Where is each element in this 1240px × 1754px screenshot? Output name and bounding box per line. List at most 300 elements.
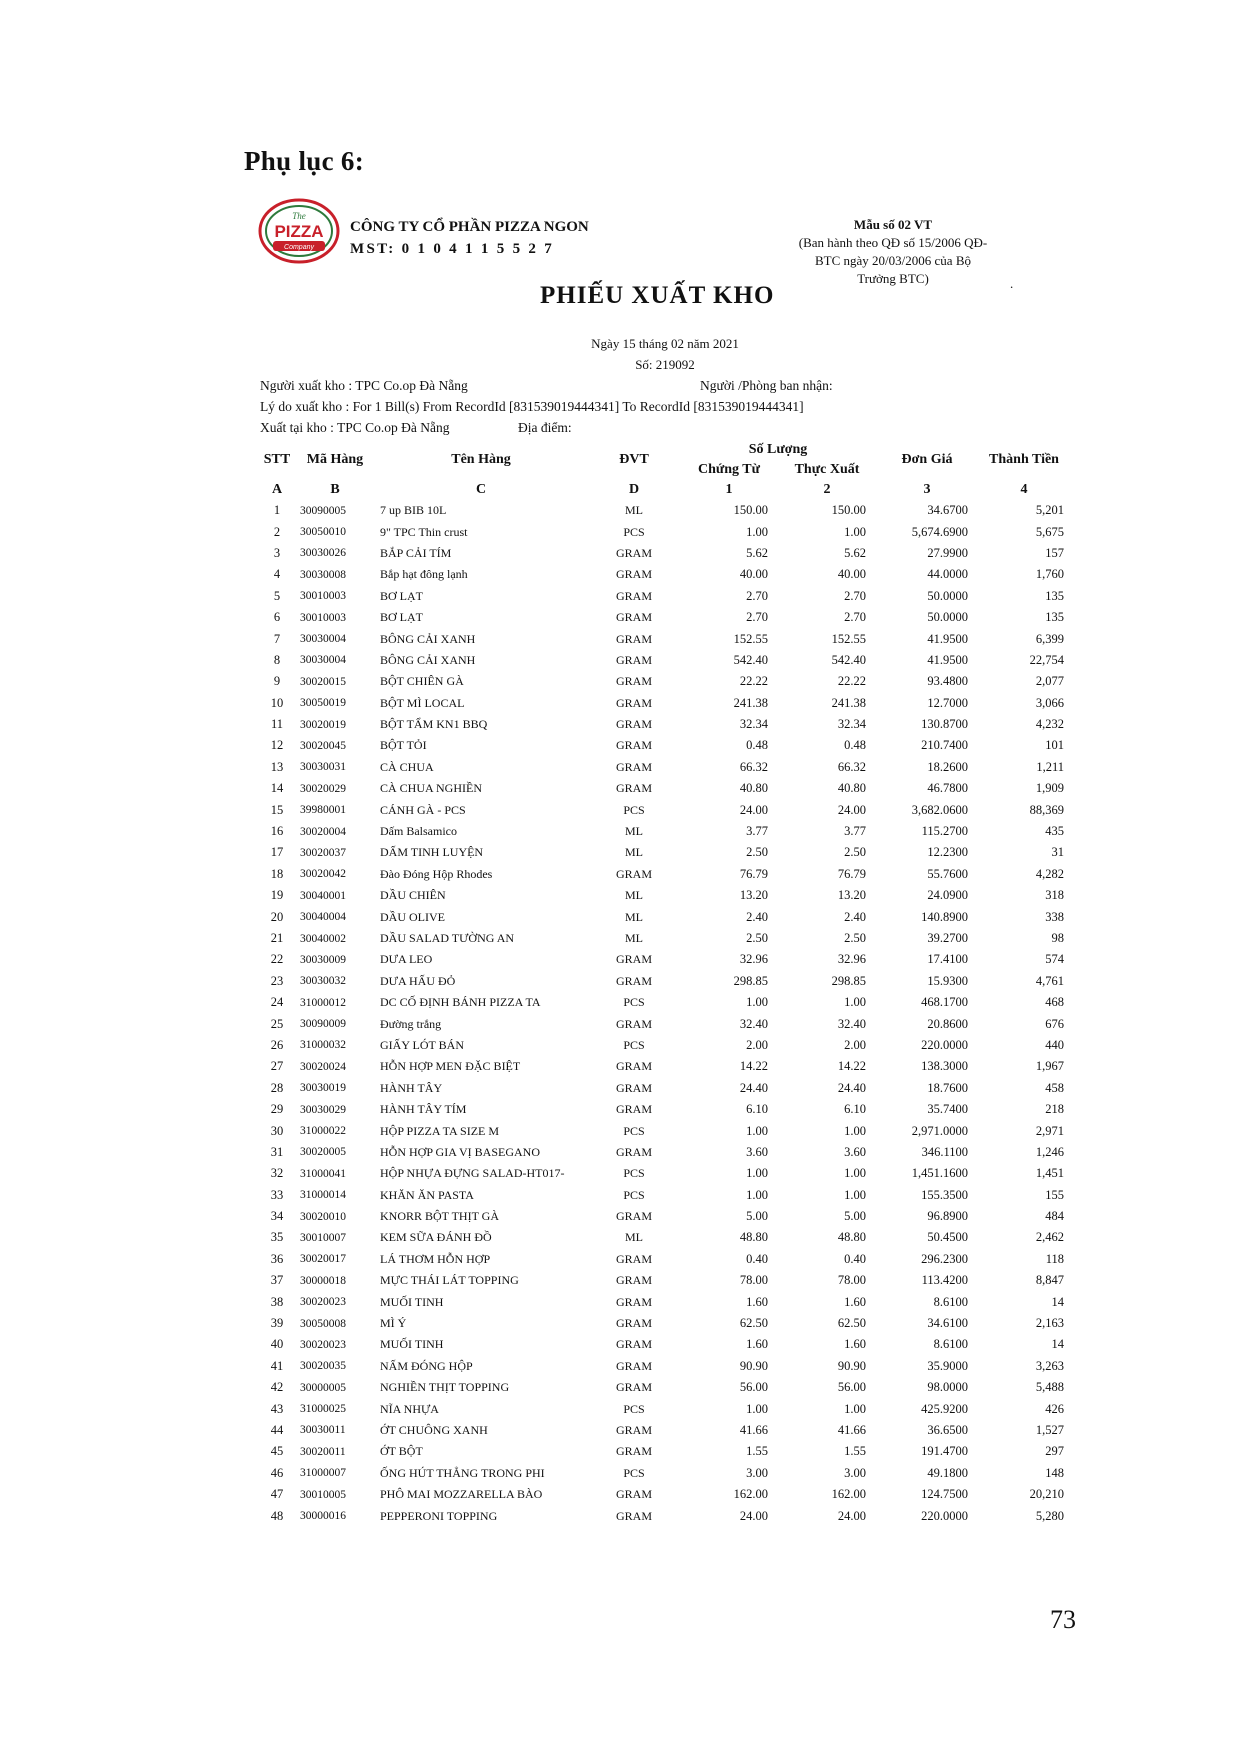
table-row — [258, 799, 1070, 820]
row-stt: 14 — [270, 781, 284, 796]
table-row — [258, 1420, 1070, 1441]
row-amount: 4,282 — [1035, 866, 1065, 881]
row-price: 93.4800 — [927, 674, 969, 689]
row-amount: 14 — [1051, 1294, 1065, 1309]
logo-bottom-text: Company — [284, 244, 314, 251]
row-amount: 3,263 — [1035, 1358, 1065, 1373]
row-code: 30040002 — [300, 932, 346, 945]
row-doc-qty: 152.55 — [733, 631, 768, 646]
receiver-line: Người /Phòng ban nhận: — [700, 378, 833, 393]
row-unit: GRAM — [615, 1059, 652, 1074]
table-row — [258, 1249, 1070, 1270]
row-name: HÀNH TÂY TÍM — [380, 1102, 467, 1117]
table-row — [258, 949, 1070, 970]
row-price: 34.6700 — [927, 503, 969, 518]
company-tax-code: MST: 0 1 0 4 1 1 5 5 2 7 — [350, 241, 555, 257]
row-amount: 297 — [1045, 1444, 1065, 1459]
row-doc-qty: 32.96 — [739, 952, 768, 967]
table-row — [258, 521, 1070, 542]
header-amount: Thành Tiền — [989, 452, 1059, 467]
row-code: 30020037 — [300, 846, 346, 859]
row-name: BƠ LẠT — [380, 610, 423, 625]
row-unit: PCS — [623, 1401, 645, 1416]
row-name: ỚT CHUÔNG XANH — [380, 1422, 488, 1437]
row-price: 18.7600 — [927, 1080, 969, 1095]
row-code: 30090009 — [300, 1018, 346, 1031]
row-stt: 6 — [273, 610, 281, 625]
row-stt: 21 — [270, 931, 284, 945]
row-actual-qty: 40.00 — [837, 567, 867, 582]
row-code: 30030019 — [300, 1082, 346, 1095]
row-price: 12.2300 — [927, 845, 969, 860]
table-row — [258, 714, 1070, 735]
row-actual-qty: 1.60 — [844, 1337, 867, 1352]
row-code: 30090005 — [300, 504, 346, 517]
header-stt: STT — [263, 452, 291, 467]
row-unit: GRAM — [615, 1273, 652, 1288]
row-name: GIẤY LÓT BÁN — [380, 1037, 464, 1052]
row-stt: 26 — [270, 1037, 284, 1052]
row-name: HỘP NHỰA ĐỰNG SALAD-HT017- — [380, 1166, 565, 1181]
row-amount: 1,211 — [1036, 759, 1065, 774]
row-doc-qty: 3.77 — [746, 824, 768, 839]
row-stt: 42 — [270, 1380, 284, 1395]
row-price: 8.6100 — [933, 1337, 969, 1352]
row-price: 18.2600 — [927, 759, 969, 774]
row-doc-qty: 90.90 — [739, 1358, 768, 1373]
letter-3: 3 — [923, 482, 931, 497]
row-price: 8.6100 — [933, 1294, 969, 1309]
row-actual-qty: 32.40 — [837, 1016, 867, 1031]
row-unit: GRAM — [615, 674, 652, 689]
row-stt: 27 — [270, 1059, 284, 1074]
row-doc-qty: 2.50 — [746, 931, 768, 945]
row-stt: 34 — [270, 1209, 284, 1224]
row-stt: 32 — [270, 1166, 284, 1181]
row-unit: PCS — [623, 1166, 645, 1181]
row-code: 30010005 — [300, 1488, 346, 1501]
table-row — [258, 1206, 1070, 1227]
row-stt: 31 — [270, 1144, 284, 1159]
row-code: 30020010 — [300, 1210, 346, 1223]
row-code: 30020023 — [300, 1296, 346, 1309]
row-unit: GRAM — [615, 1144, 652, 1159]
row-price: 46.7800 — [927, 781, 969, 796]
row-stt: 33 — [270, 1187, 284, 1202]
table-row — [258, 821, 1070, 842]
table-row — [258, 564, 1070, 585]
row-unit: GRAM — [615, 588, 652, 603]
row-actual-qty: 241.38 — [831, 695, 867, 710]
row-actual-qty: 13.20 — [837, 888, 867, 903]
row-amount: 22,754 — [1029, 652, 1065, 667]
row-price: 36.6500 — [927, 1422, 969, 1437]
row-amount: 20,210 — [1029, 1487, 1065, 1502]
row-actual-qty: 1.00 — [844, 524, 867, 539]
letter-1: 1 — [725, 482, 733, 497]
row-actual-qty: 78.00 — [837, 1273, 867, 1288]
row-amount: 1,451 — [1035, 1166, 1065, 1181]
row-actual-qty: 24.00 — [837, 1508, 867, 1523]
row-stt: 40 — [270, 1337, 284, 1352]
row-name: Dấm Balsamico — [380, 824, 457, 839]
form-dot: . — [1010, 276, 1014, 291]
row-unit: ML — [625, 888, 643, 903]
row-code: 30020024 — [300, 1060, 346, 1073]
page-number: 73 — [1050, 1605, 1076, 1634]
row-code: 30020023 — [300, 1338, 346, 1351]
table-row — [258, 607, 1070, 628]
row-unit: GRAM — [615, 1251, 652, 1266]
row-actual-qty: 56.00 — [837, 1380, 867, 1395]
row-amount: 155 — [1045, 1187, 1065, 1202]
row-actual-qty: 0.48 — [844, 738, 867, 753]
row-name: Đào Đóng Hộp Rhodes — [380, 866, 493, 881]
row-unit: GRAM — [615, 1294, 652, 1309]
row-price: 50.0000 — [927, 610, 969, 625]
row-stt: 48 — [270, 1508, 284, 1523]
row-doc-qty: 1.55 — [746, 1444, 768, 1459]
row-doc-qty: 5.62 — [746, 545, 768, 560]
row-name: BẮP CẢI TÍM — [380, 545, 452, 560]
header-price: Đơn Giá — [901, 452, 953, 467]
row-name: MỰC THÁI LÁT TOPPING — [380, 1273, 519, 1288]
row-unit: GRAM — [615, 1380, 652, 1395]
table-row — [258, 971, 1070, 992]
document-title: PHIẾU XUẤT KHO — [540, 282, 775, 309]
row-price: 2,971.0000 — [911, 1123, 969, 1138]
row-name: CÀ CHUA NGHIỀN — [380, 781, 482, 796]
row-unit: GRAM — [615, 567, 652, 582]
row-amount: 4,232 — [1035, 717, 1065, 732]
letter-c: C — [475, 482, 487, 497]
row-name: PEPPERONI TOPPING — [380, 1508, 498, 1523]
row-name: KHĂN ĂN PASTA — [380, 1187, 474, 1202]
row-amount: 118 — [1045, 1251, 1065, 1266]
letter-2: 2 — [823, 482, 831, 497]
row-name: KEM SỮA ĐÁNH ĐỒ — [380, 1230, 492, 1245]
row-unit: GRAM — [615, 610, 652, 625]
row-stt: 24 — [270, 995, 284, 1010]
row-price: 24.0900 — [927, 888, 969, 903]
row-name: HÀNH TÂY — [380, 1080, 443, 1095]
row-unit: GRAM — [615, 1422, 652, 1437]
row-name: ỚT BỘT — [380, 1444, 423, 1459]
row-price: 1,451.1600 — [911, 1166, 969, 1181]
letter-b: B — [330, 482, 340, 497]
row-price: 20.8600 — [927, 1016, 969, 1031]
row-actual-qty: 3.60 — [844, 1144, 867, 1159]
row-actual-qty: 1.60 — [844, 1294, 867, 1309]
row-unit: GRAM — [615, 1487, 652, 1502]
row-code: 30020005 — [300, 1146, 346, 1159]
row-doc-qty: 2.00 — [746, 1037, 768, 1052]
row-amount: 2,462 — [1035, 1230, 1065, 1245]
row-stt: 23 — [270, 973, 284, 988]
row-doc-qty: 1.00 — [746, 524, 768, 539]
row-name: 9" TPC Thin crust — [380, 524, 468, 539]
table-row — [258, 693, 1070, 714]
row-stt: 3 — [273, 545, 281, 560]
row-doc-qty: 150.00 — [733, 503, 768, 518]
row-doc-qty: 542.40 — [733, 652, 768, 667]
table-row — [258, 992, 1070, 1013]
row-name: HỖN HỢP GIA VỊ BASEGANO — [380, 1144, 541, 1159]
row-code: 30030008 — [300, 568, 346, 581]
row-amount: 98 — [1051, 931, 1065, 945]
row-stt: 39 — [270, 1316, 284, 1331]
row-stt: 46 — [270, 1465, 284, 1480]
row-name: NĨA NHỰA — [380, 1401, 439, 1416]
row-doc-qty: 2.40 — [746, 909, 768, 924]
row-unit: PCS — [623, 1465, 645, 1480]
row-actual-qty: 32.34 — [837, 717, 867, 732]
row-unit: PCS — [623, 1123, 645, 1138]
row-actual-qty: 1.00 — [844, 1187, 867, 1202]
row-code: 30020029 — [300, 782, 346, 795]
row-stt: 22 — [270, 952, 284, 967]
row-code: 30020017 — [300, 1253, 346, 1266]
table-row — [258, 1377, 1070, 1398]
row-name: ỐNG HÚT THẲNG TRONG PHI — [380, 1465, 545, 1480]
row-doc-qty: 3.00 — [746, 1465, 768, 1480]
row-amount: 5,675 — [1035, 524, 1065, 539]
row-unit: GRAM — [615, 973, 652, 988]
row-price: 3,682.0600 — [911, 802, 969, 817]
row-name: BƠ LẠT — [380, 588, 423, 603]
row-price: 130.8700 — [921, 717, 969, 732]
row-code: 30010007 — [300, 1231, 346, 1244]
row-unit: GRAM — [615, 1358, 652, 1373]
location-line: Địa điểm: — [518, 420, 572, 435]
row-actual-qty: 3.00 — [844, 1465, 867, 1480]
row-price: 124.7500 — [921, 1487, 969, 1502]
row-doc-qty: 6.10 — [746, 1102, 768, 1117]
row-actual-qty: 41.66 — [837, 1422, 867, 1437]
row-actual-qty: 24.00 — [837, 802, 867, 817]
row-amount: 574 — [1045, 952, 1065, 967]
row-unit: ML — [625, 1230, 643, 1245]
row-amount: 88,369 — [1029, 802, 1065, 817]
row-amount: 148 — [1045, 1465, 1065, 1480]
row-doc-qty: 162.00 — [733, 1487, 768, 1502]
row-actual-qty: 542.40 — [831, 652, 867, 667]
row-amount: 31 — [1051, 845, 1065, 860]
row-doc-qty: 298.85 — [733, 973, 768, 988]
row-doc-qty: 32.34 — [739, 717, 768, 732]
row-price: 41.9500 — [927, 631, 969, 646]
company-name: CÔNG TY CỔ PHẦN PIZZA NGON — [350, 219, 589, 235]
row-unit: GRAM — [615, 717, 652, 732]
row-stt: 7 — [273, 631, 281, 646]
row-price: 12.7000 — [927, 695, 969, 710]
row-stt: 16 — [270, 824, 284, 839]
row-doc-qty: 32.40 — [739, 1016, 768, 1031]
row-doc-qty: 0.48 — [746, 738, 768, 753]
row-name: BÔNG CẢI XANH — [380, 652, 476, 667]
row-amount: 1,760 — [1035, 567, 1065, 582]
warehouse-line: Xuất tại kho : TPC Co.op Đà Nẵng — [260, 420, 450, 435]
row-actual-qty: 2.70 — [844, 610, 867, 625]
row-stt: 5 — [273, 588, 281, 603]
row-code: 30030004 — [300, 633, 346, 646]
row-doc-qty: 0.40 — [746, 1251, 768, 1266]
row-stt: 9 — [273, 674, 281, 689]
row-actual-qty: 62.50 — [837, 1316, 867, 1331]
header-name: Tên Hàng — [451, 452, 511, 467]
row-unit: GRAM — [615, 1080, 652, 1095]
goods-table-body — [258, 500, 1070, 1527]
row-doc-qty: 1.00 — [746, 1123, 768, 1138]
row-doc-qty: 5.00 — [746, 1209, 768, 1224]
letter-d: D — [628, 482, 640, 497]
row-actual-qty: 5.00 — [844, 1209, 867, 1224]
pizza-company-logo — [258, 197, 340, 265]
goods-table — [258, 440, 1070, 1527]
row-code: 30050010 — [300, 526, 346, 539]
row-price: 5,674.6900 — [911, 524, 969, 539]
row-unit: GRAM — [615, 952, 652, 967]
row-code: 30000018 — [300, 1274, 346, 1287]
row-unit: GRAM — [615, 1209, 652, 1224]
table-row — [258, 757, 1070, 778]
row-amount: 218 — [1045, 1102, 1065, 1117]
row-stt: 1 — [273, 503, 281, 518]
row-code: 31000041 — [300, 1167, 346, 1180]
table-row — [258, 1142, 1070, 1163]
row-doc-qty: 1.00 — [746, 1166, 768, 1181]
row-amount: 5,280 — [1035, 1508, 1065, 1523]
row-name: BỘT TỎI — [380, 738, 427, 753]
row-amount: 5,201 — [1035, 503, 1065, 518]
row-name: NGHIỀN THỊT TOPPING — [380, 1380, 510, 1395]
row-code: 30020045 — [300, 739, 346, 752]
row-name: DC CỐ ĐỊNH BÁNH PIZZA TA — [380, 995, 541, 1010]
row-amount: 1,246 — [1035, 1144, 1065, 1159]
row-actual-qty: 0.40 — [844, 1251, 867, 1266]
row-amount: 676 — [1045, 1016, 1065, 1031]
row-unit: GRAM — [615, 759, 652, 774]
row-doc-qty: 76.79 — [739, 866, 768, 881]
row-stt: 43 — [270, 1401, 284, 1416]
row-unit: GRAM — [615, 1102, 652, 1117]
row-amount: 135 — [1045, 610, 1065, 625]
row-name: MUỐI TINH — [380, 1337, 444, 1352]
table-row — [258, 778, 1070, 799]
row-amount: 458 — [1045, 1080, 1065, 1095]
row-name: CÁNH GÀ - PCS — [380, 802, 466, 817]
table-header-row — [258, 440, 1070, 460]
appendix-title: Phụ lục 6: — [244, 146, 365, 176]
row-unit: PCS — [623, 802, 645, 817]
table-row — [258, 586, 1070, 607]
logo-top-text: The — [292, 211, 306, 221]
row-actual-qty: 1.55 — [844, 1444, 867, 1459]
row-actual-qty: 2.00 — [844, 1037, 867, 1052]
row-price: 41.9500 — [927, 652, 969, 667]
row-unit: GRAM — [615, 866, 652, 881]
row-price: 468.1700 — [921, 995, 969, 1010]
row-stt: 4 — [273, 567, 281, 582]
row-doc-qty: 41.66 — [739, 1422, 768, 1437]
table-row — [258, 500, 1070, 521]
row-actual-qty: 24.40 — [837, 1080, 867, 1095]
row-name: MÌ Ý — [380, 1316, 407, 1331]
row-name: BỘT MÌ LOCAL — [380, 695, 465, 710]
row-doc-qty: 1.60 — [746, 1337, 768, 1352]
table-row — [258, 628, 1070, 649]
row-price: 220.0000 — [921, 1508, 969, 1523]
row-unit: GRAM — [615, 781, 652, 796]
row-actual-qty: 162.00 — [831, 1487, 867, 1502]
row-code: 30030009 — [300, 953, 346, 966]
table-row — [258, 1185, 1070, 1206]
row-price: 155.3500 — [921, 1187, 969, 1202]
row-name: MUỐI TINH — [380, 1294, 444, 1309]
row-doc-qty: 40.00 — [739, 567, 768, 582]
row-stt: 13 — [270, 759, 284, 774]
row-actual-qty: 1.00 — [844, 995, 867, 1010]
row-unit: GRAM — [615, 1444, 652, 1459]
row-unit: GRAM — [615, 738, 652, 753]
row-unit: PCS — [623, 995, 645, 1010]
row-stt: 47 — [270, 1487, 284, 1502]
row-doc-qty: 40.80 — [739, 781, 768, 796]
row-amount: 426 — [1045, 1401, 1065, 1416]
row-actual-qty: 150.00 — [831, 503, 867, 518]
row-stt: 11 — [270, 717, 284, 732]
document-date: Ngày 15 tháng 02 năm 2021 — [591, 336, 739, 351]
row-amount: 135 — [1045, 588, 1065, 603]
row-amount: 2,077 — [1035, 674, 1065, 689]
table-row — [258, 1356, 1070, 1377]
row-doc-qty: 24.00 — [739, 802, 768, 817]
row-actual-qty: 14.22 — [837, 1059, 867, 1074]
row-actual-qty: 298.85 — [831, 973, 867, 988]
table-row — [258, 842, 1070, 863]
letter-4: 4 — [1020, 482, 1028, 497]
row-doc-qty: 78.00 — [739, 1273, 768, 1288]
row-stt: 41 — [270, 1358, 284, 1373]
table-row — [258, 928, 1070, 949]
row-price: 34.6100 — [927, 1316, 969, 1331]
row-actual-qty: 22.22 — [837, 674, 867, 689]
table-row — [258, 1035, 1070, 1056]
table-row — [258, 1120, 1070, 1141]
row-doc-qty: 24.00 — [739, 1508, 768, 1523]
row-amount: 468 — [1045, 995, 1065, 1010]
row-doc-qty: 1.60 — [746, 1294, 768, 1309]
table-letter-row — [258, 480, 1070, 500]
row-actual-qty: 1.00 — [844, 1123, 867, 1138]
row-actual-qty: 66.32 — [837, 759, 867, 774]
row-unit: GRAM — [615, 1508, 652, 1523]
table-row — [258, 1163, 1070, 1184]
row-doc-qty: 2.70 — [746, 610, 768, 625]
table-row — [258, 885, 1070, 906]
row-price: 98.0000 — [927, 1380, 969, 1395]
row-amount: 2,971 — [1035, 1123, 1065, 1138]
row-code: 31000007 — [300, 1467, 346, 1480]
row-code: 30020004 — [300, 825, 346, 838]
row-actual-qty: 2.50 — [844, 931, 867, 945]
header-actual-qty: Thực Xuất — [794, 462, 860, 477]
row-doc-qty: 2.70 — [746, 588, 768, 603]
row-code: 30040001 — [300, 889, 346, 902]
row-doc-qty: 62.50 — [739, 1316, 768, 1331]
header-doc-qty: Chứng Từ — [697, 462, 761, 477]
table-row — [258, 1013, 1070, 1034]
